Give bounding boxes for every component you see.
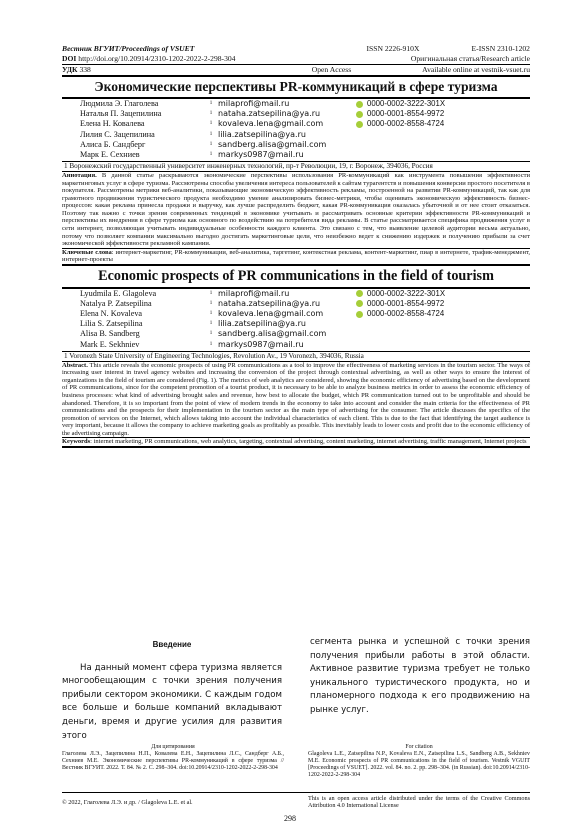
abstract-label-ru: Аннотация. xyxy=(62,172,97,180)
article-type: Оригинальная статья/Research article xyxy=(410,54,530,63)
affiliation-mark: 1 xyxy=(209,121,213,127)
author-name: Natalya P. Zatsepilina xyxy=(80,298,152,308)
author-name: Елена Н. Ковалева xyxy=(80,119,145,129)
author-row xyxy=(62,140,530,150)
orcid-icon xyxy=(356,311,363,318)
orcid-id[interactable]: 0000-0002-3222-301X xyxy=(367,99,446,108)
title-en: Economic prospects of PR communications in the field of tourism xyxy=(98,267,494,284)
author-email[interactable]: kovaleva.lena@gmail.com xyxy=(218,119,324,129)
author-name: Elena N. Kovaleva xyxy=(80,309,143,319)
abstract-ru xyxy=(62,172,530,247)
orcid-icon xyxy=(356,290,363,297)
affiliation-mark: 1 xyxy=(209,101,213,106)
doi: DOI http://doi.org/10.20914/2310-1202-2022-2-298-304 xyxy=(62,54,236,63)
affiliation-mark: 1 xyxy=(209,300,213,306)
citation-label-ru: Для цитирования xyxy=(151,744,195,750)
article-page xyxy=(62,44,530,448)
abstract-en xyxy=(62,362,530,437)
author-email[interactable]: markys0987@mail.ru xyxy=(218,149,304,159)
orcid[interactable] xyxy=(356,109,444,119)
citation-text-en: Glagoleva L.E., Zatsepilina N.P., Kovaleva E.N., Zatsepilina L.S., Sandberg A.B., Sekhniev M.E. Economic prospects of PR communications in the field of tourism. Vestnik VGUIT [Proceedings of VSUET]. 2022. vol. 84. no. 2. pp. 298–304. (in Russian). doi:10.20914/2310-1202-2022-2-298-304 xyxy=(308,750,530,778)
orcid[interactable] xyxy=(356,99,445,109)
author-name: Лилия С. Зацепилина xyxy=(80,129,155,139)
affiliation-ru: 1 Воронежский государственный университет инженерных технологий, пр-т Революции, 19, г. Воронеж, 394036, Россия xyxy=(64,162,433,171)
footer xyxy=(62,792,530,809)
author-row xyxy=(62,329,530,339)
keywords-en xyxy=(62,438,530,446)
author-name: Марк Е. Сехниев xyxy=(80,149,140,159)
author-row xyxy=(62,109,530,119)
doi-link[interactable]: http://doi.org/10.20914/2310-1202-2022-2-298-304 xyxy=(78,54,236,63)
author-email[interactable]: sandberg.alisa@gmail.com xyxy=(218,139,327,149)
author-row xyxy=(62,130,530,140)
orcid-id[interactable]: 0000-0002-3222-301X xyxy=(367,288,446,298)
author-email[interactable]: markys0987@mail.ru xyxy=(218,339,304,349)
body-paragraph-1: На данный момент сфера туризма является многообещающим с точки зрения получения прибыли сектором экономики. С каждым годом все больше и больше компаний вкладывают деньги, время и другие усилия для развития этого xyxy=(62,662,282,741)
udk: УДК 338 xyxy=(62,65,91,74)
author-name: Наталья П. Зацепилина xyxy=(80,109,162,119)
affiliation-mark: 1 xyxy=(209,331,213,337)
keywords-label-ru: Ключевые слова xyxy=(62,248,112,256)
author-email[interactable]: sandberg.alisa@gmail.com xyxy=(218,329,327,339)
author-row xyxy=(62,150,530,160)
keywords-text-ru: : интернет-маркетинг, PR-коммуникации, веб-аналитика, таргетинг, контекстная реклама, контент-маркетинг, пиар в интернете, трафик-менеджмент, интернет-проекты xyxy=(62,248,530,264)
affiliation-mark: 1 xyxy=(209,141,213,147)
orcid-id[interactable]: 0000-0002-8558-4724 xyxy=(367,119,445,129)
header-row-3 xyxy=(62,65,530,75)
affiliation-en: 1 Voronezh State University of Engineering Technologies, Revolution Av., 19 Voronezh, 394036, Russia xyxy=(64,351,364,360)
affiliation-mark: 1 xyxy=(209,321,213,327)
author-email[interactable]: milaprofi@mail.ru xyxy=(218,99,290,108)
citation-block xyxy=(62,744,530,779)
author-email[interactable]: milaprofi@mail.ru xyxy=(218,288,290,298)
header-row-1 xyxy=(62,44,530,54)
title-ru: Экономические перспективы PR-коммуникаций в сфере туризма xyxy=(94,79,498,94)
body-columns xyxy=(62,636,530,743)
abstract-label-en: Abstract. xyxy=(62,361,88,369)
orcid[interactable] xyxy=(356,299,444,309)
author-row xyxy=(62,340,530,350)
keywords-label-en: Keywords xyxy=(62,438,91,446)
author-name: Алиса Б. Сандберг xyxy=(80,139,146,149)
eissn: E-ISSN 2310-1202 xyxy=(471,44,530,53)
citation-text-ru: Глаголева Л.Э., Зацепилина Н.П., Ковалева Е.Н., Зацепилина Л.С., Сандберг А.Б., Сехниев М.Е. Экономические перспективы PR-коммуникаций в сфере туризма // Вестник ВГУИТ. 2022. Т. 84. № 2. С. 298–304. doi:10.20914/2310-1202-2022-2-298-304 xyxy=(62,750,284,771)
body-column-right xyxy=(310,636,530,743)
orcid-id[interactable]: 0000-0002-8558-4724 xyxy=(367,309,445,319)
citation-label-en: For citation xyxy=(405,744,433,750)
issn: ISSN 2226-910X xyxy=(366,44,420,53)
author-row xyxy=(62,309,530,319)
copyright: © 2022, Глаголева Л.Э. и др. / Glagoleva L.E. et al. xyxy=(62,798,193,806)
affiliation-mark: 1 xyxy=(209,311,213,317)
affiliation-mark: 1 xyxy=(209,131,213,137)
keywords-text-en: : internet marketing, PR communications, web analytics, targeting, contextual advertising, content marketing, internet advertising, traffic management, Internet projects xyxy=(90,438,527,446)
available-online[interactable]: Available online at vestnik-vsuet.ru xyxy=(422,65,530,74)
orcid-id[interactable]: 0000-0001-8554-9972 xyxy=(367,298,445,308)
body-column-left xyxy=(62,636,282,743)
authors-en xyxy=(62,289,530,350)
affiliation-mark: 1 xyxy=(209,341,213,347)
author-name: Lyudmila E. Glagoleva xyxy=(80,288,157,298)
orcid-id[interactable]: 0000-0001-8554-9972 xyxy=(367,109,445,119)
author-email[interactable]: lilia.zatsepilina@ya.ru xyxy=(218,319,306,329)
author-name: Людмила Э. Глаголева xyxy=(80,99,159,108)
orcid[interactable] xyxy=(356,289,445,299)
author-row xyxy=(62,119,530,129)
author-row xyxy=(62,299,530,309)
open-access: Open Access xyxy=(311,65,352,74)
author-email[interactable]: nataha.zatsepilina@ya.ru xyxy=(218,109,321,119)
license-text[interactable]: This is an open access article distributed under the terms of the Creative Commons Attribution 4.0 International License xyxy=(308,795,530,809)
author-row xyxy=(62,99,530,109)
affiliation-mark: 1 xyxy=(209,111,213,117)
keywords-ru xyxy=(62,249,530,264)
author-name: Alisa B. Sandberg xyxy=(80,329,140,339)
header-row-2 xyxy=(62,54,530,64)
journal-name: Вестник ВГУИТ/Proceedings of VSUET xyxy=(62,44,195,53)
orcid-icon xyxy=(356,101,363,108)
author-email[interactable]: lilia.zatsepilina@ya.ru xyxy=(218,129,306,139)
author-email[interactable]: nataha.zatsepilina@ya.ru xyxy=(218,298,321,308)
author-row xyxy=(62,319,530,329)
author-name: Mark E. Sekhniev xyxy=(80,339,140,349)
orcid-icon xyxy=(356,111,363,118)
abstract-text-ru: В данной статье раскрываются экономические перспективы использования PR-коммуникаций как инструмента повышения эффективности маркетинговых услуг в сфере туризма. Рассмотрены способы увеличения интереса пользователей к сайтам турагентств и повышения конверсии простого посетителя в покупателя. Рассмотрены метрики веб-аналитики, показывающие экономическую эффективность рекламы, построенной на развитии PR-коммуникаций, так как для грамотного продвижения туристического продукта необходимо умение анализировать бизнес-метрики, чтобы оценивать экономическую эффективность бизнес-процессов: какая реклама принесла продажи и выручку, как лучше распределить бюджет, какая PR-коммуникация оказалась убыточной и от нее стоит отказаться. Поэтому так важно с точки зрения современных тенденций в экономике учитывать и рассматривать основные критерии эффективности PR-коммуникаций и перспективы их внедрения в сфере туризма как основного по воздействию на потребителя вида рекламы. В статье рассматривается специфика продвижения услуг в сети интернет, позволяющая учитывать индивидуальные особенности каждого клиента. Это связано с тем, что выявление целевой аудитории весьма актуально, потому что позволяет компании максимально выгодно достигать маркетинговые цели, что неизбежно ведет к снижению издержек и получению прибыли за счет экономической эффективности рекламной кампании. xyxy=(62,172,530,248)
section-heading: Введение xyxy=(152,640,192,649)
orcid-icon xyxy=(356,300,363,307)
authors-ru xyxy=(62,99,530,160)
abstract-text-en: This article reveals the economic prospects of using PR communications as a tool to improve the effectiveness of marketing services in the tourism sector. The ways of increasing user interest in travel agency websites and increasing the conversion of the project through contextual advertising, as well as other ways to ensure the interest of organizations in the field of tourism are considered (Fig. 1). The metrics of web analytics are considered, showing the economic efficiency of advertising based on the development of PR communications, since for the competent promotion of a tourist product, it is necessary to be able to analyze business metrics in order to assess the economic efficiency of business processes: what kind of advertising brought sales and revenue, how best to allocate the budget, which PR communication turned out to be unprofitable and should be abandoned. Therefore, it is so important from the point of view of modern trends in the economy to take into account and consider the main criteria for the effectiveness of PR communications and the prospects for their implementation in the tourism sector as the main type of advertising for the consumer. The article discusses the specifics of the promotion of services on the Internet, which allows taking into account the individual characteristics of each client. This is due to the fact that identifying the target audience is very important, because it allows the company to achieve marketing goals as profitably as possible. This inevitably leads to lower costs and profit due to the economic efficiency of the advertising campaign. xyxy=(62,361,530,437)
affiliation-mark: 1 xyxy=(209,290,213,296)
orcid[interactable] xyxy=(356,309,444,319)
author-row xyxy=(62,289,530,299)
orcid[interactable] xyxy=(356,119,444,129)
citation-ru xyxy=(62,744,284,779)
author-name: Lilia S. Zatsepilina xyxy=(80,319,143,329)
page-number: 298 xyxy=(284,814,296,823)
author-email[interactable]: kovaleva.lena@gmail.com xyxy=(218,309,324,319)
affiliation-mark: 1 xyxy=(209,151,213,157)
citation-en xyxy=(308,744,530,779)
body-paragraph-2: сегмента рынка и успешной с точки зрения получения прибыли работы в этой области. Активное развитие туризма требует не только уникального туристического продукта, но и планомерного подхода к его продвижению на рынке услуг. xyxy=(310,637,530,715)
orcid-icon xyxy=(356,121,363,128)
